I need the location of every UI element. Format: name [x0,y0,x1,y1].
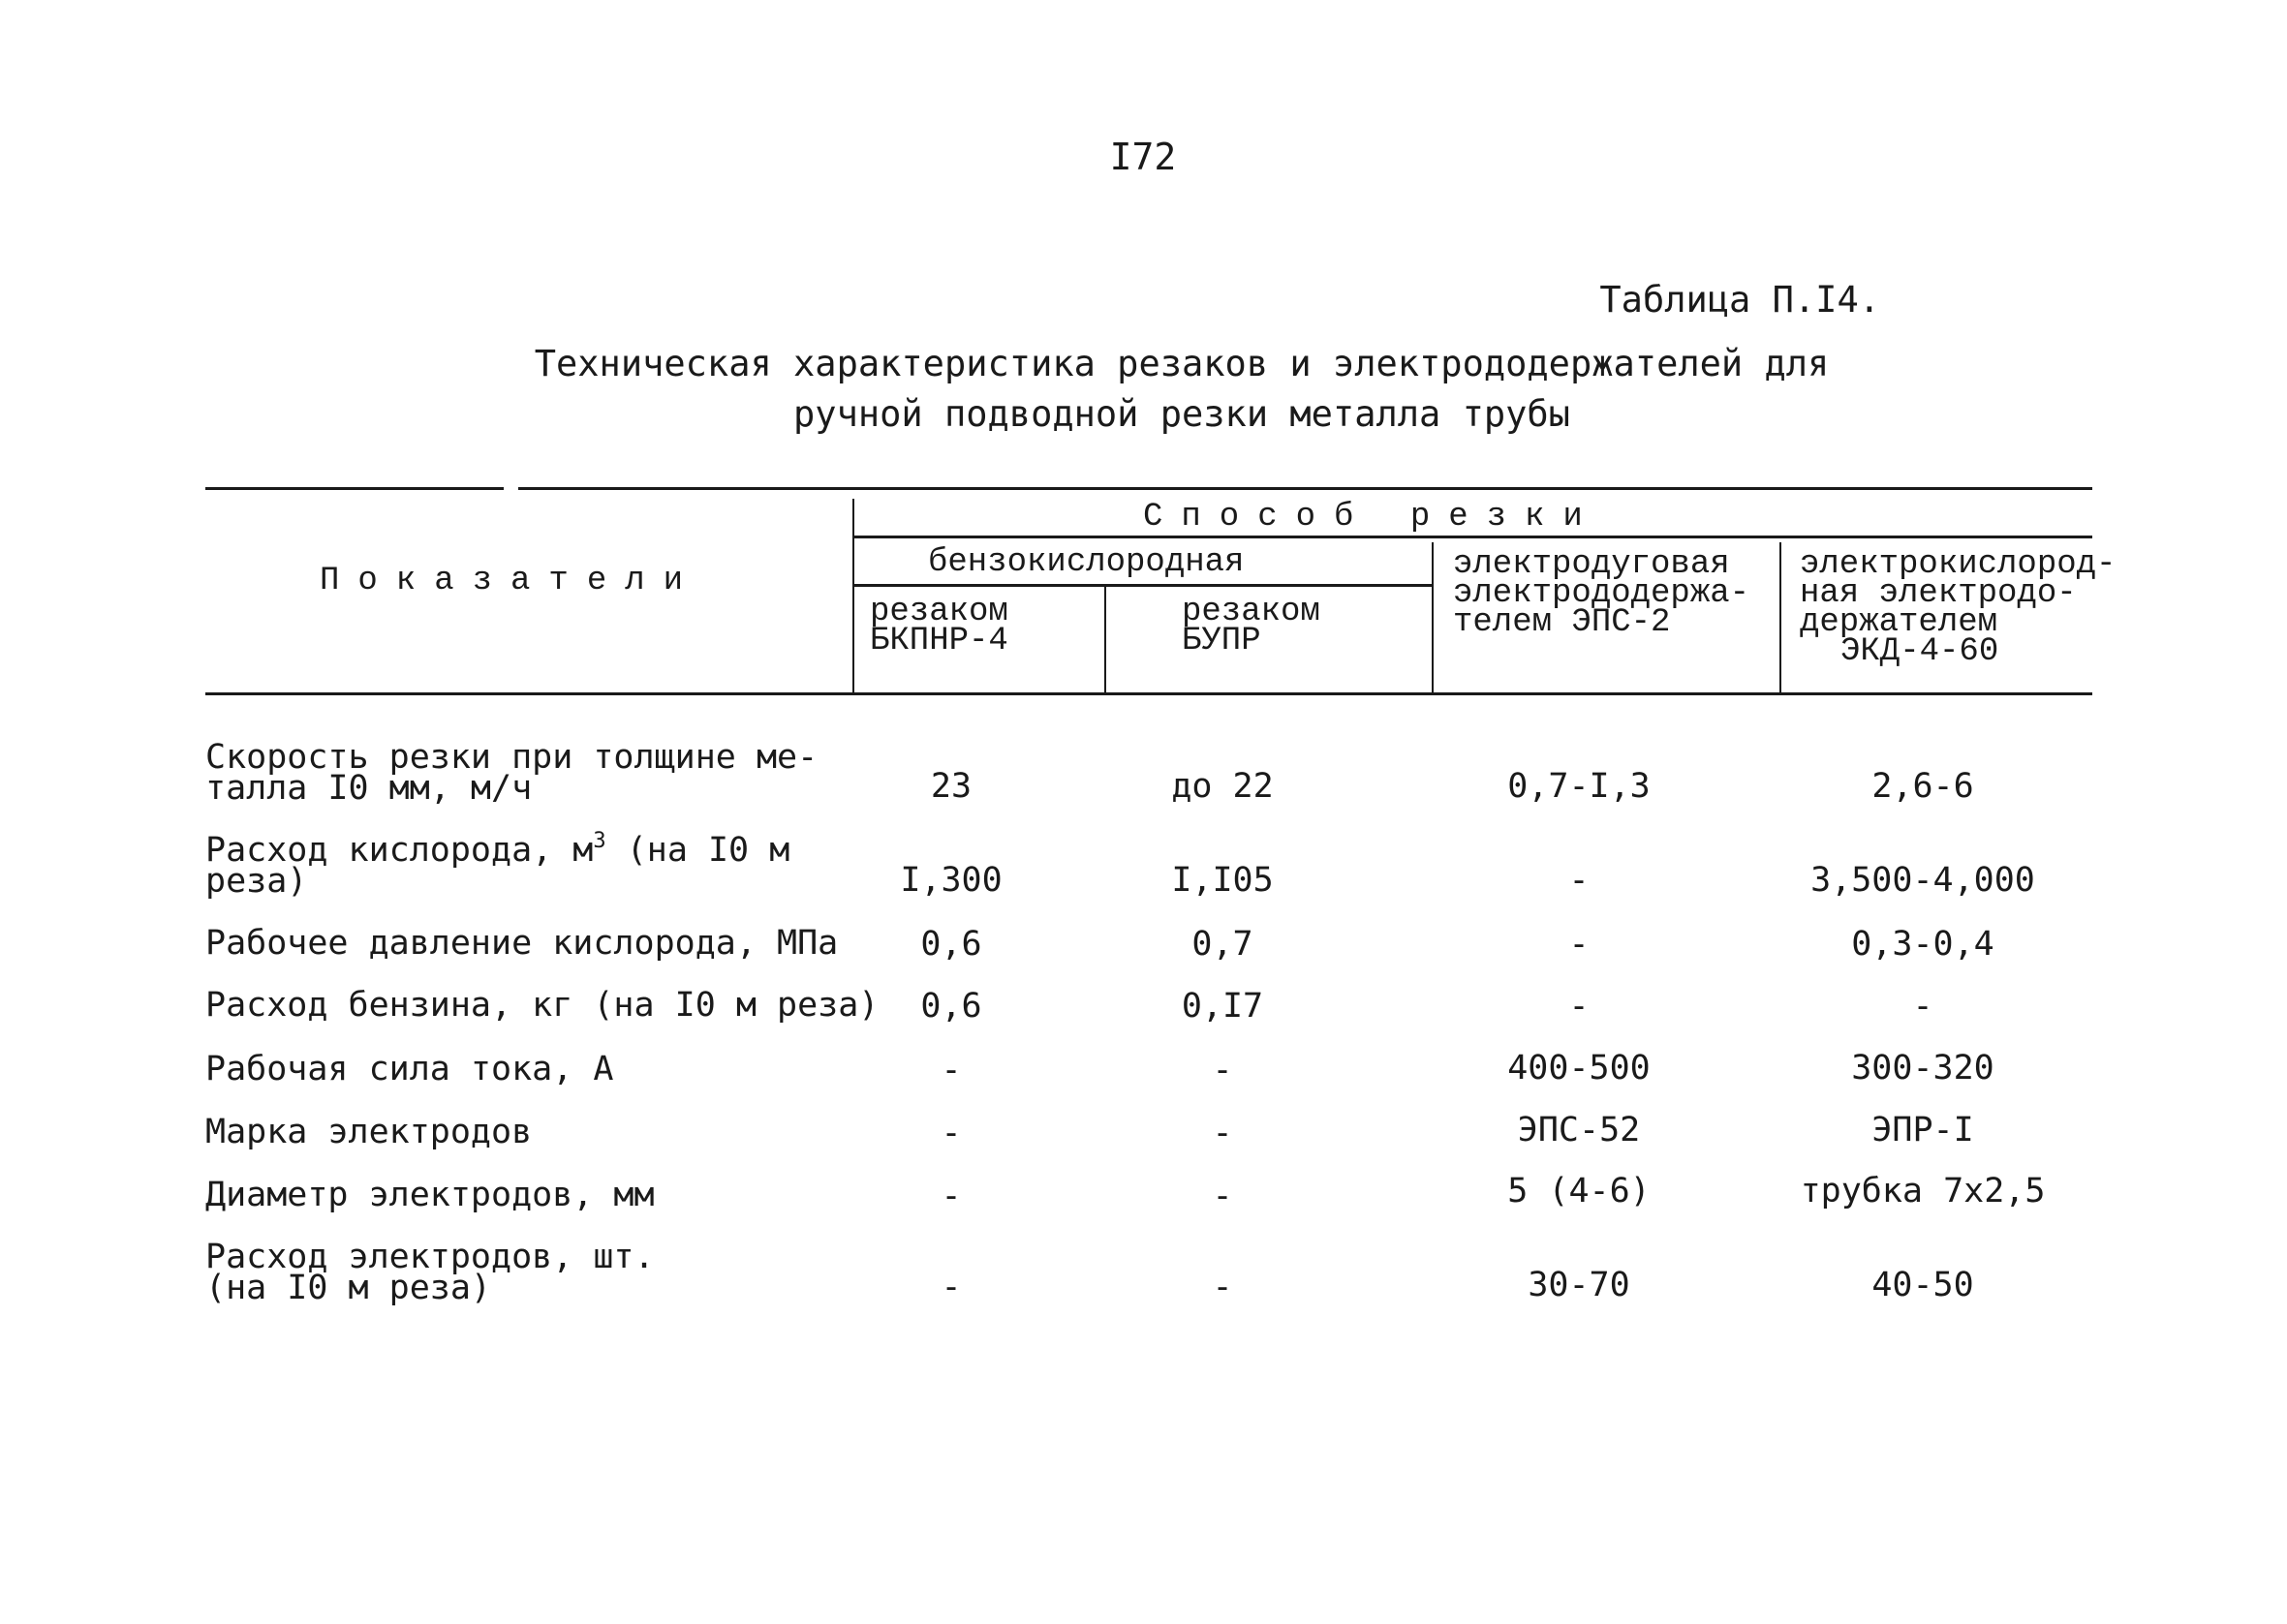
divider-arc [1432,542,1434,692]
cutter2-line2: БУПР [1182,623,1261,659]
table-cell: 2,6-6 [1871,767,1974,806]
oxyarc-line3: держателем [1800,604,1998,641]
title-line-2: ручной подводной резки металла трубы [793,393,1570,435]
method-under-rule [852,536,2092,538]
row2-label-line2: реза) [205,862,308,901]
table-cell: - [1568,925,1590,964]
header-electro-oxygen [1800,546,2117,670]
table-cell: 40-50 [1871,1266,1974,1304]
table-cell: 0,6 [920,987,982,1026]
cutter1-line2: БКПНР-4 [870,623,1008,659]
table-label: Таблица П.I4. [1599,279,1880,321]
table-cell: 3,500-4,000 [1810,861,2035,900]
row-label-electrode-consumption [205,1238,883,1307]
table-cell: ЭПР-I [1871,1111,1974,1149]
row8-label-line1: Расход электродов, шт. [205,1238,655,1276]
cutter2-line1: резаком [1182,594,1320,630]
table-cell: 0,7-I,3 [1507,767,1651,806]
header-bottom-rule [205,692,2092,695]
divider-indicators [852,499,854,692]
row-label-oxygen-consumption [205,829,883,901]
header-electric-arc [1453,546,1750,641]
table-title [484,339,1879,440]
table-cell: - [1568,987,1590,1026]
row-label-cutting-speed [205,738,883,808]
table-cell: I,300 [900,861,1003,900]
top-rule-left [205,487,504,490]
table-cell: 0,6 [920,925,982,964]
table-cell: - [1212,1114,1233,1152]
row-label-gasoline-consumption: Расход бензина, кг (на I0 м реза) [205,986,880,1025]
table-cell: ЭПС-52 [1517,1111,1641,1149]
row2-label-post: (на I0 м [605,831,790,870]
arc-line2: электрододержа- [1453,575,1750,612]
table-cell: трубка 7х2,5 [1800,1172,2046,1210]
row2-label-pre: Расход кислорода, м [205,831,594,870]
table-cell: - [941,1051,962,1089]
table-cell: - [941,1114,962,1152]
row-label-current: Рабочая сила тока, А [205,1050,614,1088]
table-cell: - [941,1177,962,1215]
table-cell: 30-70 [1528,1266,1630,1304]
row1-label-line2: талла I0 мм, м/ч [205,769,533,808]
row2-label-sup: 3 [593,829,606,853]
table-cell: I,I05 [1171,861,1274,900]
row1-label-line1: Скорость резки при толщине ме- [205,738,819,777]
header-cutter-bupr [1182,594,1320,659]
table-cell: - [1212,1268,1233,1306]
arc-line3: телем ЭПС-2 [1453,604,1671,641]
row8-label-line2: (на I0 м реза) [205,1269,492,1307]
row-label-electrode-brand: Марка электродов [205,1113,533,1151]
title-line-1: Техническая характеристика резаков и электрододержателей для [534,343,1830,384]
table-cell: - [1212,1177,1233,1215]
oxyarc-line1: электрокислород- [1800,546,2117,583]
table-cell: до 22 [1171,767,1274,806]
header-gasoline-oxygen: бензокислородная [928,544,1245,581]
table-cell: - [1568,861,1590,900]
table-cell: 0,3-0,4 [1851,925,1994,964]
cutter1-line1: резаком [870,594,1008,630]
table-cell: 0,I7 [1181,987,1264,1026]
divider-cutters [1104,584,1106,692]
table-cell: 23 [930,767,973,806]
oxyarc-line4: ЭКД-4-60 [1840,633,1999,670]
row-label-oxygen-pressure: Рабочее давление кислорода, МПа [205,924,839,963]
header-cutting-method: Способ резки [1143,499,1601,536]
table-cell: - [1212,1051,1233,1089]
row2-label-line1 [205,829,883,870]
table-cell: 0,7 [1191,925,1253,964]
top-rule-right [518,487,2092,490]
table-cell: 5 (4-6) [1507,1172,1651,1210]
header-indicators: Показатели [320,563,702,599]
divider-oxyarc [1779,542,1781,692]
table-cell: 400-500 [1507,1049,1651,1088]
page-number: I72 [1109,136,1177,178]
table-cell: 300-320 [1851,1049,1994,1088]
row-label-electrode-diameter: Диаметр электродов, мм [205,1176,655,1214]
oxyarc-line2: ная электродо- [1800,575,2077,612]
gasoline-under-rule [852,584,1432,587]
header-cutter-bkpnr [870,594,1008,659]
table-cell: - [941,1268,962,1306]
arc-line1: электродуговая [1453,546,1730,583]
table-cell: - [1912,987,1933,1026]
